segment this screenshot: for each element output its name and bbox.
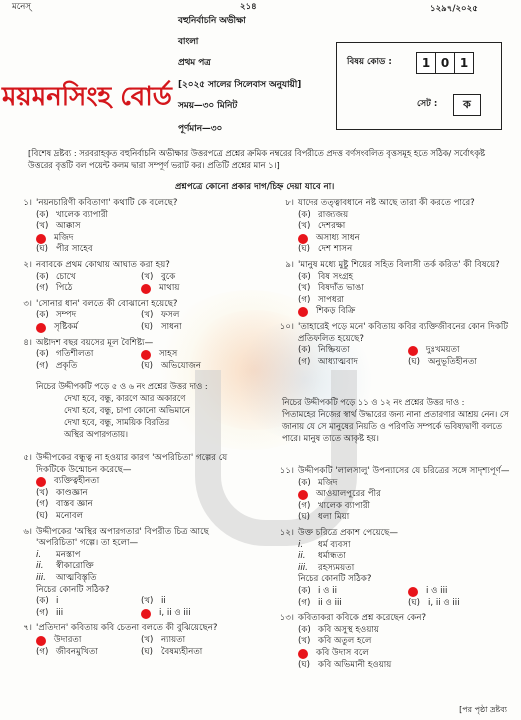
question-number: ১।	[23, 198, 32, 208]
option-label: (গ)	[36, 607, 49, 618]
option-text: সাধনা	[161, 321, 182, 332]
filled-answer-bubble	[141, 609, 151, 619]
filled-answer-bubble	[36, 234, 46, 244]
option	[36, 511, 240, 523]
option-label: (খ)	[298, 283, 311, 294]
statement-numeral: iii.	[36, 572, 46, 583]
option-text: কবি অতুল হলে	[318, 636, 372, 647]
question-stem	[10, 338, 240, 350]
option	[36, 608, 135, 620]
option-text: গতিশীলতা	[56, 349, 94, 360]
option-correct	[141, 283, 240, 295]
question	[272, 528, 512, 609]
option-text: i ও iii	[426, 585, 448, 596]
option-label: (খ)	[141, 634, 154, 645]
option-label: (ক)	[36, 596, 49, 607]
option-text: রাজ্যজয়	[318, 209, 349, 220]
question	[10, 453, 240, 523]
option-list	[36, 210, 240, 256]
option-correct	[298, 306, 512, 318]
option	[36, 349, 135, 361]
question-number: ৩।	[23, 298, 32, 309]
option	[408, 598, 512, 610]
option-text: কবি অভিমানী হওয়ায়	[318, 659, 392, 670]
question	[272, 466, 512, 524]
option-label: (খ)	[36, 221, 49, 232]
question-stem	[10, 453, 240, 476]
option-label: (ঘ)	[141, 321, 154, 332]
option-list	[298, 625, 512, 671]
stimulus-text: পিতামহের নিজের স্বার্থ উদ্ধারের জন্য নানা প্রতারণার আশ্রয় নেন। সে জানায় যে সে মানুষের নিয়তি ও পরিণতি সম্পর্কে ভবিষ্যদ্বাণী বলতে পারে। মানুষ তাতে আকৃষ্ট হয়।	[282, 409, 509, 444]
question-number: ৬।	[23, 526, 32, 537]
option	[298, 210, 512, 222]
option-label: (ঘ)	[298, 512, 311, 523]
option	[298, 345, 402, 357]
option-text: ফসল	[161, 310, 180, 321]
filled-answer-bubble	[36, 477, 46, 487]
option-correct	[408, 586, 512, 598]
option	[36, 210, 240, 222]
option-text: পিঠে	[56, 283, 73, 294]
question-stem	[10, 623, 240, 635]
option	[36, 596, 135, 608]
filled-answer-bubble	[36, 636, 46, 646]
option	[141, 322, 240, 334]
no-mark-warning: প্রশ্নপত্রে কোনো প্রকার দাগ/চিহ্ন দেয়া যাবে না।	[175, 182, 335, 192]
option	[36, 244, 240, 256]
option-label: (ক)	[298, 477, 311, 488]
left-stimulus	[36, 380, 256, 440]
stimulus-poem	[64, 392, 256, 440]
filled-answer-bubble	[408, 346, 418, 356]
option-list	[298, 210, 512, 256]
option-text: বৈষম্যহীনতা	[161, 646, 203, 657]
option-text: সাহস	[159, 349, 178, 360]
filled-answer-bubble	[298, 234, 308, 244]
stimulus-intro: নিচের উদ্দীপকটি পড়ে ৫ ও ৬ নং প্রশ্নের উত্তর দাও :	[36, 381, 208, 391]
option-label: (ঘ)	[36, 244, 49, 255]
sub-question: নিচের কোনটি সঠিক?	[298, 574, 372, 585]
question	[10, 198, 240, 256]
option-label: (ক)	[36, 271, 49, 282]
option	[141, 361, 240, 373]
filled-answer-bubble	[298, 307, 308, 317]
statement-numeral: ii.	[36, 561, 44, 572]
option-list	[36, 635, 240, 658]
option-text: খালেক ব্যাপারী	[56, 209, 109, 220]
question-text: 'মানুষ মধ্যে মুষ্টু শিয়ের সহিত বিলাসী তর্ক করিত' কী বিষয়ে?	[298, 259, 500, 270]
option-text: বুকে	[161, 271, 176, 282]
set-label: সেট :	[417, 99, 438, 109]
option-text: মজিদ	[318, 477, 338, 488]
option-text: সাপধরা	[318, 294, 345, 305]
question-text: উক্ত চরিত্রে প্রকাশ পেয়েছে—	[298, 527, 398, 538]
option	[298, 586, 402, 598]
question-stem	[272, 466, 512, 478]
option-correct	[141, 349, 240, 361]
option-text: কবি উদাস বলে	[316, 647, 369, 658]
option-text: সৃষ্টিকর্ম	[54, 321, 79, 332]
option-label: (ঘ)	[408, 597, 421, 608]
question-text: 'তাহারেই পড়ে মনে' কবিতায় কবির ব্যক্তিজীবনের কোন দিকটি প্রতিফলিত হয়েছে?	[298, 321, 509, 344]
option-text: আক্কাস	[56, 221, 81, 232]
subject-code-label: বিষয় কোড :	[347, 57, 392, 67]
question-text: অষ্টাদশ বছর বয়সের মূল বৈশিষ্ট্য—	[36, 337, 154, 348]
option-label: (খ)	[141, 596, 154, 607]
option-list	[298, 478, 512, 524]
statement-text: ধর্ম ব্যবসা	[318, 539, 351, 550]
option	[36, 361, 135, 373]
option-text: দেশরক্ষা	[318, 221, 346, 232]
left-question-group-1	[10, 198, 240, 376]
full-marks: পূর্ণমান—৩০	[178, 124, 223, 134]
option-text: দুঃখময়তা	[426, 345, 460, 356]
code-digit: 1	[454, 52, 474, 74]
filled-answer-bubble	[408, 587, 418, 597]
option-correct	[298, 489, 512, 501]
option-text: দেশ শাসন	[318, 244, 353, 255]
left-question-group-2	[10, 453, 240, 662]
option	[141, 635, 240, 647]
sub-question: নিচের কোনটি সঠিক?	[36, 584, 110, 595]
option-correct	[141, 608, 240, 620]
option-text: সম্পদ	[56, 310, 77, 321]
filled-answer-bubble	[36, 323, 46, 333]
option-label: (ক)	[298, 209, 311, 220]
option-text: নিষ্ক্রিয়তা	[318, 345, 350, 356]
question-text: উদ্দীপকের 'অস্থির অপারগতার' বিপরীত চিত্র আছে 'অপরিচিতা' গল্পে। তা হলো—	[36, 526, 209, 549]
option-label: (গ)	[298, 597, 311, 608]
option-label: (খ)	[141, 310, 154, 321]
question-stem	[10, 299, 240, 311]
question	[272, 260, 512, 318]
option-text: পীর সাহেব	[56, 244, 93, 255]
option	[298, 625, 512, 637]
corner-text-left: মনেস্	[12, 2, 32, 12]
option	[36, 310, 135, 322]
question-text: নবাবকে প্রথম কোথায় আঘাত করা হয়?	[36, 259, 170, 270]
option-text: উদারতা	[54, 634, 82, 645]
question-stem	[10, 198, 240, 210]
option-label: (ঘ)	[298, 659, 311, 670]
statement-item	[36, 550, 240, 562]
option	[36, 272, 135, 284]
option-text: কবি অসুস্থ হওয়ায়	[318, 624, 379, 635]
subject-code-box	[336, 42, 502, 130]
option	[298, 295, 512, 307]
question-stem	[272, 260, 512, 272]
option-label: (খ)	[298, 636, 311, 647]
question-text: উদ্দীপকের বন্ধুত্ব না হওয়ার কারণ 'অপরিচিতা' গল্পের যে দিকটিকে উন্মোচন করেছে—	[36, 453, 228, 475]
special-notice: [বিশেষ দ্রষ্টব্য : সরবরাহকৃত বহুনির্বাচনি অভীক্ষার উত্তরপত্রে প্রশ্নের ক্রমিক নম্বরের বিপরীতে প্রদত্ত বর্ণসংবলিত বৃত্তসমূহ হতে সঠিক/ সর্বোৎকৃষ্ট উত্তরের বৃত্তটি বল পয়েন্ট কলম দ্বারা সম্পূর্ণ ভরাট কর। প্রতিটি প্রশ্নের মান ১।]	[28, 148, 485, 171]
option-label: (ক)	[36, 310, 49, 321]
filled-answer-bubble	[141, 350, 151, 360]
option	[298, 221, 512, 233]
question	[10, 623, 240, 658]
option-label: (গ)	[36, 646, 49, 657]
page-number: ২১৪	[240, 2, 257, 12]
option-label: (ক)	[298, 271, 311, 282]
question-number: ৯।	[285, 259, 294, 270]
option	[298, 501, 512, 513]
option-label: (গ)	[36, 283, 49, 294]
option-label: (গ)	[36, 499, 49, 510]
option-text: i	[56, 596, 59, 607]
option	[141, 272, 240, 284]
poem-line: দেখা হবে, বন্ধু, কারণে আর অকারণে	[64, 393, 186, 404]
subject-code-digits	[417, 52, 474, 74]
option	[298, 357, 402, 369]
option-correct	[36, 476, 240, 488]
option-text: শিকড় বিক্রি	[316, 306, 356, 317]
option-text: ব্যক্তিত্বহীনতা	[54, 476, 100, 487]
question-number: ২।	[23, 259, 32, 270]
option	[298, 636, 512, 648]
option-label: (ঘ)	[36, 510, 49, 521]
option-text: অভিযোজন	[161, 360, 202, 371]
option	[298, 283, 512, 295]
option-list	[36, 596, 240, 619]
option-label: (ক)	[36, 349, 49, 360]
option-text: মজিদ	[54, 232, 74, 243]
option-label: (ক)	[298, 345, 311, 356]
stimulus-intro: নিচের উদ্দীপকটি পড়ে ১১ ও ১২ নং প্রশ্নের উত্তর দাও :	[282, 397, 465, 407]
option-correct	[298, 233, 512, 245]
option-list	[298, 272, 512, 318]
question-stem	[272, 322, 512, 345]
question	[10, 299, 240, 334]
option-label: (গ)	[298, 356, 311, 367]
option-label: (ক)	[298, 624, 311, 635]
option-correct	[298, 648, 512, 660]
option-label: (গ)	[298, 294, 311, 305]
paper-name: প্রথম পত্র	[178, 58, 211, 68]
option-label: (খ)	[141, 271, 154, 282]
next-page-note: [পর পৃষ্ঠা দ্রষ্টব্য	[459, 705, 507, 715]
statement-item	[298, 551, 512, 563]
statement-item	[36, 573, 240, 585]
option	[298, 244, 512, 256]
poem-line: অস্থির অপারগতায়।	[64, 429, 128, 440]
exam-type: বহুনির্বাচনি অভীক্ষা	[178, 16, 246, 26]
option-list	[36, 272, 240, 295]
option	[36, 647, 135, 659]
syllabus-note: [২০২৫ সালের সিলেবাস অনুযায়ী]	[178, 80, 302, 90]
option	[36, 499, 240, 511]
option	[408, 357, 512, 369]
subject-name: বাংলা	[178, 37, 199, 47]
option-label: (ঘ)	[408, 356, 421, 367]
option-label: (গ)	[36, 360, 49, 371]
question-number: ৮।	[285, 198, 294, 208]
option	[298, 272, 512, 284]
option-label: (খ)	[36, 487, 49, 498]
statement-numeral: i.	[298, 539, 304, 550]
statement-numeral: iii.	[298, 562, 308, 573]
statement-list	[298, 540, 512, 575]
option	[141, 310, 240, 322]
question-text: কবিতাকরা কবিকে প্রশ্ন করেছেন কেন?	[298, 613, 427, 624]
question-stem	[272, 528, 512, 540]
option-text: খালেক ব্যাপারী	[318, 500, 371, 511]
filled-answer-bubble	[298, 490, 308, 500]
option-correct	[36, 322, 135, 334]
question-number: ৫।	[23, 453, 32, 463]
statement-list	[36, 550, 240, 585]
question	[10, 260, 240, 295]
question-text: উদ্দীপকটি 'লালসালু' উপন্যাসের যে চরিত্রের সঙ্গে সাদৃশ্যপূর্ণ—	[298, 466, 510, 476]
option-correct	[408, 345, 512, 357]
question-stem	[10, 527, 240, 550]
question-number: ১২।	[279, 527, 294, 538]
option-text: প্রকৃতি	[56, 360, 78, 371]
question-number: ১১।	[279, 466, 294, 476]
option-text: iii	[56, 607, 64, 618]
option-label: (ক)	[298, 585, 311, 596]
option-label: (গ)	[298, 500, 311, 511]
serial-number: ১২৯৭/২০২৫	[430, 4, 478, 14]
question-number: ৪।	[23, 337, 32, 348]
option-text: i, ii ও iii	[428, 597, 460, 608]
option-text: অনুভূতিহীনতা	[428, 356, 477, 367]
option	[36, 283, 135, 295]
option	[298, 598, 402, 610]
option	[36, 221, 240, 233]
option-label: (ঘ)	[141, 360, 154, 371]
code-digit: 1	[416, 52, 436, 74]
option-text: বিষ সংগ্রহ	[318, 271, 354, 282]
option-text: মনোবল	[56, 510, 84, 521]
option-text: বাস্তব জ্ঞান	[56, 499, 93, 510]
poem-line: দেখা হবে, বন্ধু, চাপা কোনো অভিমানে	[64, 405, 190, 416]
option	[298, 660, 512, 672]
option-label: (ক)	[36, 209, 49, 220]
question	[10, 527, 240, 620]
statement-text: মনস্তাপ	[56, 549, 81, 560]
time-limit: সময়—৩০ মিনিট	[178, 101, 238, 111]
right-stimulus	[282, 396, 510, 444]
option	[141, 647, 240, 659]
question-text: 'প্রতিদান' কবিতায় কবি চেতনা বলতে কী বুঝিয়েছেন?	[36, 623, 218, 634]
option	[141, 596, 240, 608]
question	[10, 338, 240, 373]
question-stem	[10, 260, 240, 272]
question-number: ৭।	[23, 623, 32, 634]
option-list	[298, 345, 512, 368]
statement-item	[298, 540, 512, 552]
question	[272, 198, 512, 256]
option-list	[36, 349, 240, 372]
option-text: আধ্যাত্মবাদ	[318, 356, 358, 367]
option-text: i ও ii	[318, 585, 337, 596]
question-number: ১৩।	[279, 613, 294, 624]
option-list	[36, 310, 240, 333]
option-text: আওয়ালপুরের পীর	[316, 489, 381, 500]
option-text: ধলা মিয়া	[318, 512, 350, 523]
statement-numeral: i.	[36, 549, 42, 560]
option-correct	[36, 233, 240, 245]
option-correct	[36, 635, 135, 647]
right-question-group-1	[272, 198, 512, 372]
statement-item	[36, 561, 240, 573]
code-digit: 0	[435, 52, 455, 74]
statement-item	[298, 563, 512, 575]
option	[36, 488, 240, 500]
option-text: চোখে	[56, 271, 76, 282]
option-list	[298, 586, 512, 609]
question	[272, 613, 512, 671]
question-stem	[272, 198, 512, 210]
option-text: অসাধ্য সাধন	[316, 232, 360, 243]
statement-numeral: ii.	[298, 551, 306, 562]
option-list	[36, 476, 240, 522]
statement-text: ধর্মান্ধতা	[318, 551, 346, 562]
filled-answer-bubble	[298, 649, 308, 659]
statement-text: রহস্যময়তা	[318, 562, 355, 573]
option-text: i, ii ও iii	[159, 607, 191, 618]
question-text: যাদের তত্ত্বাবধানে নষ্ট আছে তারা কী করতে পারে?	[298, 198, 475, 208]
option-text: জীবনমুখিতা	[56, 646, 98, 657]
option-label: (ঘ)	[298, 244, 311, 255]
question	[272, 322, 512, 368]
option-text: মাথায়	[159, 283, 180, 294]
question-number: ১০।	[279, 321, 294, 332]
option	[298, 512, 512, 524]
option-text: কাণ্ডজ্ঞান	[56, 487, 88, 498]
right-question-group-2	[272, 466, 512, 675]
option-text: ন্যায়তা	[161, 634, 186, 645]
question-text: 'সোনার ধান' বলতে কী বোঝানো হয়েছে?	[36, 298, 178, 309]
question-text: 'নয়নচারিণী কবিতাণা' কথাটি কে বলেছে?	[36, 198, 178, 208]
option-text: বিষদাঁত ভাঙা	[318, 283, 364, 294]
option-label: (খ)	[298, 221, 311, 232]
option-label: (ঘ)	[141, 646, 154, 657]
option-text: ii ও iii	[318, 597, 342, 608]
option	[298, 478, 512, 490]
question-stem	[272, 613, 512, 625]
statement-text: স্বীকারোক্তি	[56, 561, 94, 572]
set-value: ক	[453, 94, 481, 116]
filled-answer-bubble	[141, 284, 151, 294]
statement-text: আত্মবিস্তৃতি	[56, 572, 97, 583]
option-text: ii	[161, 596, 166, 607]
poem-line: দেখা হবে, বন্ধু, সাময়িক বিরতির	[64, 417, 170, 428]
board-name: ময়মনসিংহ বোর্ড	[2, 82, 172, 112]
